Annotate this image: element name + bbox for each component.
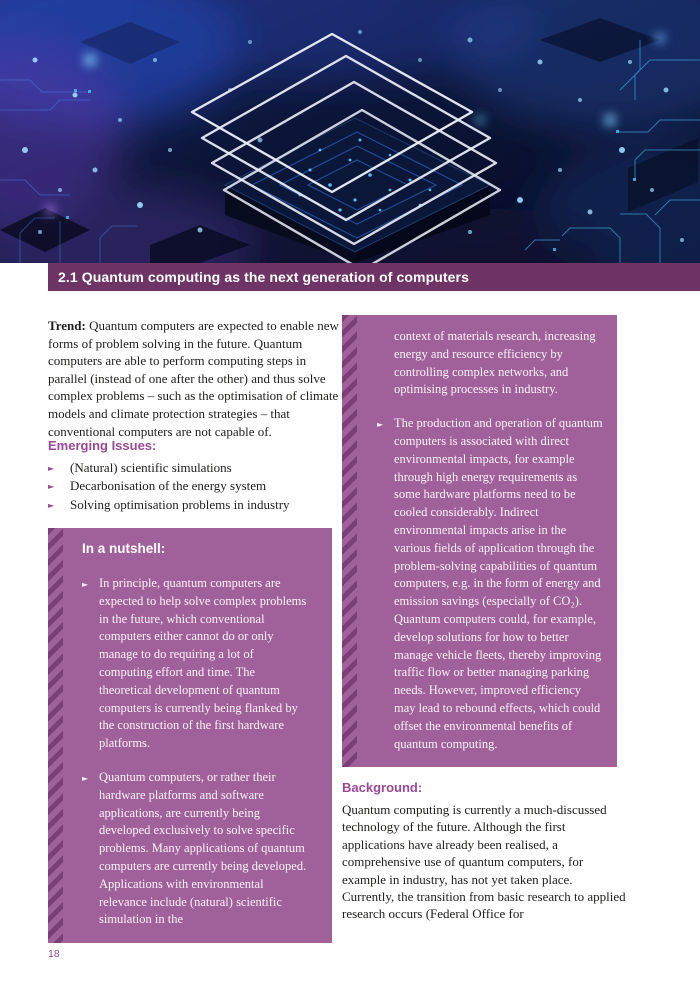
nutshell-bullet-text: Quantum computers, or rather their hardware platforms and software applications, are currently being developed exclusively to solve specific problems. Many applications of quantum computers are currently being developed. Applications with environmental relevance include (natural) scientific simulation in the	[99, 769, 307, 927]
list-item	[48, 496, 340, 514]
nutshell-bullet	[82, 769, 308, 929]
arrow-bullet-icon: ►	[48, 500, 55, 510]
in-a-nutshell-box-continued	[342, 315, 617, 767]
emerging-issues-list	[48, 459, 340, 514]
arrow-bullet-icon: ►	[48, 464, 55, 473]
list-item	[48, 459, 340, 477]
nutshell-continuation-text: context of materials research, increasing energy and resource efficiency by controlling complex networks, and optimising processes in industry.	[394, 329, 596, 397]
arrow-bullet-icon: ►	[377, 420, 384, 430]
circuit-board-illustration	[0, 0, 700, 263]
hero-circuit-board-image	[0, 0, 700, 263]
list-item	[48, 477, 340, 495]
striped-border-decoration	[342, 315, 357, 767]
nutshell-bullet	[377, 415, 605, 753]
in-a-nutshell-box	[48, 528, 332, 943]
striped-border-decoration	[48, 528, 63, 943]
section-header-bar	[48, 263, 700, 291]
background-heading: Background:	[342, 780, 423, 795]
emerging-issues-section	[48, 437, 340, 514]
page-number: 18	[48, 948, 60, 960]
section-title: 2.1 Quantum computing as the next generation of computers	[58, 269, 469, 285]
issue-text: Solving optimisation problems in industry	[70, 496, 290, 512]
arrow-bullet-icon: ►	[82, 773, 89, 783]
emerging-issues-heading: Emerging Issues:	[48, 438, 157, 453]
issue-text: (Natural) scientific simulations	[70, 460, 232, 475]
nutshell-bullet-text: The production and operation of quantum computers is associated with direct environmental impacts, for example through high energy requirements as some hardware platforms need to be cooled considerably. Indirect environmental impacts arise in the various fields of application through the problem-solving capabilities of quantum computers, e.g. in the form of energy and emission savings (especially of CO₂). Quantum computers could, for example, develop solutions for how to better manage vehicle fleets, thereby improving traffic flow or better managing parking needs. However, improved efficiency may lead to rebound effects, which could offset the environmental benefits of quantum computing.	[394, 416, 603, 751]
trend-label: Trend:	[48, 318, 86, 333]
arrow-bullet-icon: ►	[48, 482, 55, 492]
issue-text: Decarbonisation of the energy system	[70, 478, 267, 494]
trend-paragraph	[48, 317, 340, 440]
trend-text: Quantum computers are expected to enable new forms of problem solving in the future. Quantum computers are able to perform computing steps in parallel (instead of one after the other) and thus solve complex problems – such as the optimisation of climate models and climate protection strategies – that conventional computers are not capable of.	[48, 318, 339, 439]
nutshell-bullet-text: In principle, quantum computers are expected to help solve complex problems in the future, which conventional computers either cannot do or only manage to do requiring a lot of computing effort and time. The theoretical development of quantum computers is currently being flanked by the construction of the first hardware platforms.	[99, 576, 307, 751]
arrow-bullet-icon: ►	[82, 580, 89, 589]
nutshell-bullet	[82, 575, 308, 753]
background-section	[342, 779, 632, 923]
nutshell-title: In a nutshell:	[82, 541, 166, 556]
background-text: Quantum computing is currently a much-discussed technology of the future. Although the first applications have already been realised, a comprehensive use of quantum computers, for example in industry, has not yet taken place. Currently, the transition from basic research to applied research occurs (Federal Office for	[342, 802, 626, 922]
